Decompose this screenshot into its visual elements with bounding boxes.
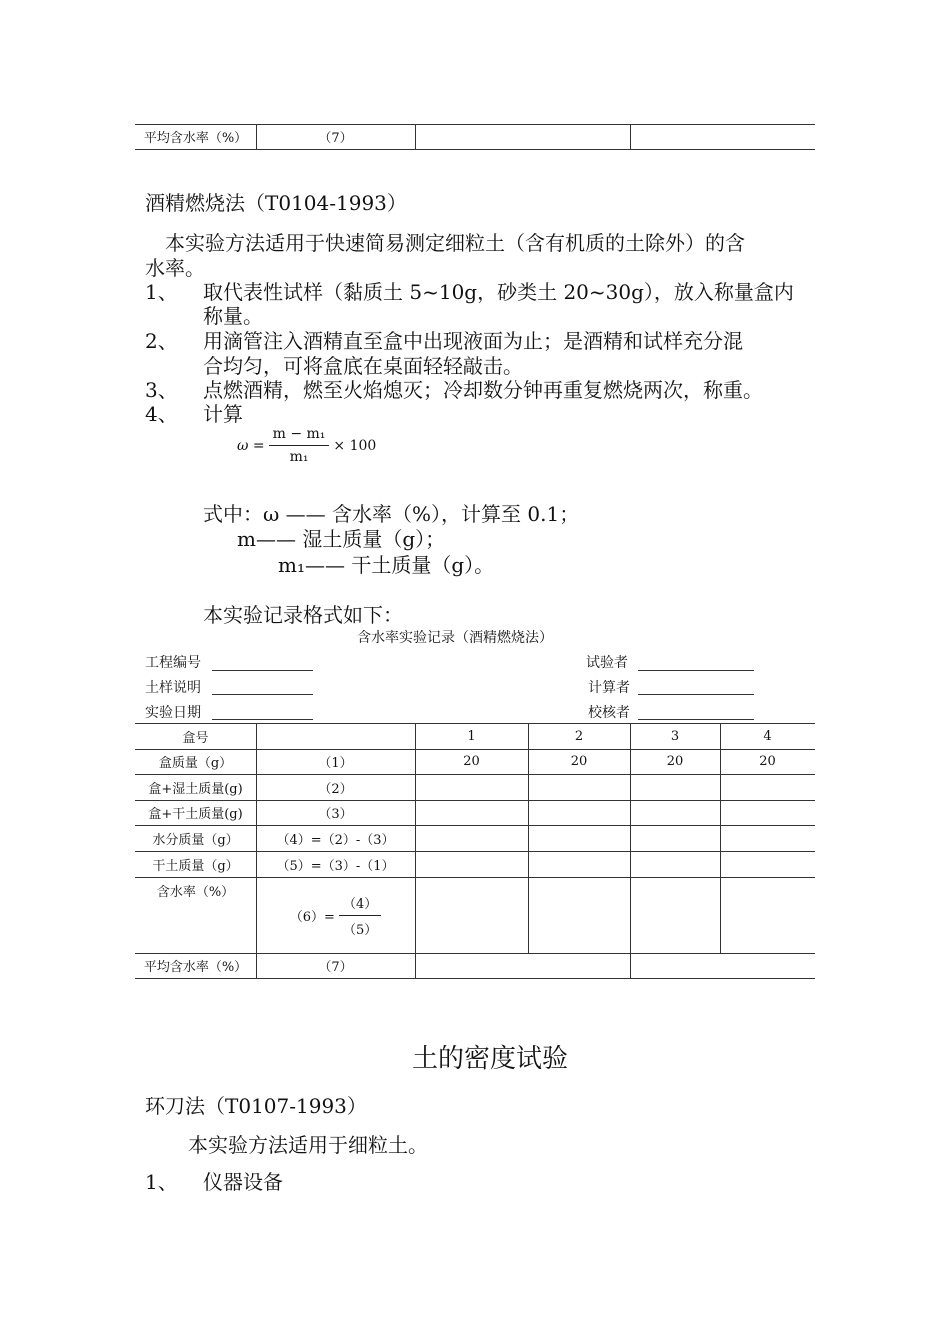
formula-lhs: ω = — [237, 437, 265, 454]
record-title: 含水率实验记录（酒精燃烧法） — [357, 630, 553, 646]
section-title-density: 土的密度试验 — [412, 1044, 569, 1074]
step-text: 称量。 — [203, 304, 263, 328]
formula-denominator: m₁ — [289, 449, 309, 465]
step-text: 用滴管注入酒精直至盒中出现液面为止；是酒精和试样充分混 — [203, 329, 743, 353]
form-field-project-no: 工程编号 — [145, 655, 201, 671]
form-field-test-date: 实验日期 — [145, 705, 201, 721]
form-blank — [212, 719, 313, 720]
row-label-dry-soil-mass: 干土质量（g） — [152, 858, 239, 874]
step-number: 3、 — [145, 378, 178, 402]
where-line: m—— 湿土质量（g）； — [237, 527, 446, 551]
row-label-box-mass: 盒质量（g） — [158, 756, 233, 771]
row-label-water-mass: 水分质量（g） — [152, 832, 239, 848]
step-text: 仪器设备 — [203, 1170, 283, 1194]
form-field-tester: 试验者 — [586, 655, 628, 671]
step-number: 2、 — [145, 329, 178, 353]
row-formula: （1） — [318, 756, 353, 771]
form-blank — [212, 694, 313, 695]
formula-rhs: × 100 — [333, 437, 377, 454]
table-header-col-4: 4 — [763, 728, 772, 744]
ratio-lhs: （6）= — [289, 909, 335, 925]
section-heading-ring-knife: 环刀法（T0107-1993） — [145, 1094, 367, 1118]
table-header-col-2: 2 — [574, 728, 584, 744]
row-label-water-content: 含水率（%） — [156, 884, 235, 900]
row-formula: （5）=（3）-（1） — [276, 858, 395, 874]
form-blank — [638, 694, 754, 695]
row-formula: （2） — [318, 781, 353, 797]
section2-intro: 本实验方法适用于细粒土。 — [188, 1133, 428, 1157]
row-formula: （4）=（2）-（3） — [276, 832, 395, 848]
table-header-blank — [256, 723, 415, 749]
ratio-numerator: （4） — [339, 893, 381, 916]
table-cell: 20 — [666, 754, 684, 769]
form-blank — [638, 719, 754, 720]
table-cell: 20 — [570, 754, 588, 769]
where-line: 式中：ω —— 含水率（%），计算至 0.1； — [203, 502, 580, 526]
table-cell: 20 — [759, 754, 776, 769]
record-intro: 本实验记录格式如下： — [203, 603, 403, 627]
formula-fraction — [269, 426, 330, 465]
ratio-denominator: （5） — [342, 922, 378, 938]
step-number: 1、 — [145, 1170, 178, 1194]
form-blank — [212, 670, 313, 671]
step-text: 点燃酒精，燃至火焰熄灭；冷却数分钟再重复燃烧两次，称重。 — [203, 378, 763, 402]
row-formula-ratio — [256, 877, 415, 953]
step-text: 合均匀，可将盒底在桌面轻轻敲击。 — [203, 354, 523, 378]
step-text: 取代表性试样（黏质土 5~10g，砂类土 20~30g），放入称量盒内 — [203, 280, 794, 304]
section-heading-alcohol: 酒精燃烧法（T0104-1993） — [145, 191, 407, 215]
table-header-box-no: 盒号 — [182, 730, 209, 746]
form-blank — [638, 670, 754, 671]
water-content-formula — [237, 426, 376, 465]
intro-line-2: 水率。 — [145, 256, 205, 280]
table-cell: 20 — [463, 754, 480, 769]
top-avg-label: 平均含水率（%） — [143, 131, 248, 146]
row-label-avg-water-content: 平均含水率（%） — [143, 960, 248, 975]
table-header-col-3: 3 — [670, 728, 680, 744]
step-number: 4、 — [145, 402, 178, 426]
ratio-fraction — [339, 893, 381, 938]
row-formula: （7） — [318, 960, 353, 975]
formula-numerator: m − m₁ — [269, 426, 330, 446]
where-line: m₁—— 干土质量（g）。 — [278, 553, 495, 577]
form-field-calculator: 计算者 — [588, 680, 630, 696]
table-header-col-1: 1 — [467, 728, 476, 744]
form-field-sample-desc: 土样说明 — [145, 680, 201, 696]
row-label-box-dry-soil: 盒+干土质量(g) — [148, 807, 243, 822]
row-label-box-wet-soil: 盒+湿土质量(g) — [148, 781, 243, 797]
intro-line-1: 本实验方法适用于快速简易测定细粒土（含有机质的土除外）的含 — [165, 231, 745, 255]
row-formula: （3） — [318, 807, 353, 822]
step-number: 1、 — [145, 280, 178, 304]
step-text: 计算 — [203, 402, 243, 426]
form-field-checker: 校核者 — [588, 705, 630, 721]
top-avg-formula: （7） — [318, 131, 353, 146]
